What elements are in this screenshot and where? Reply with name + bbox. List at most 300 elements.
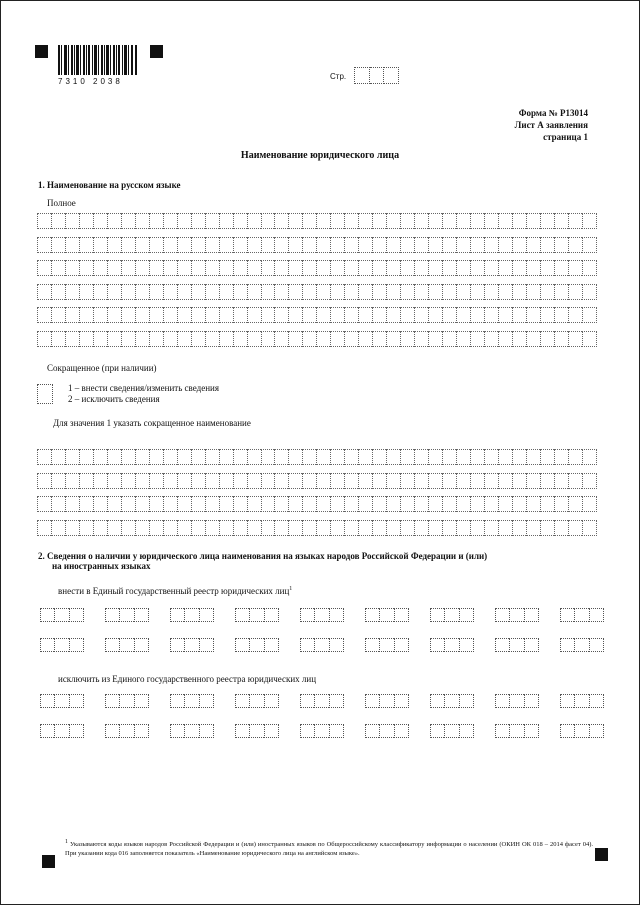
char-cell[interactable] xyxy=(163,449,177,465)
char-cell[interactable] xyxy=(330,213,344,229)
code-cell[interactable] xyxy=(329,638,344,652)
char-cell[interactable] xyxy=(498,496,512,512)
char-cell[interactable] xyxy=(274,496,288,512)
char-cell[interactable] xyxy=(498,213,512,229)
code-cell[interactable] xyxy=(589,638,604,652)
char-cell[interactable] xyxy=(219,237,233,253)
char-cell[interactable] xyxy=(93,260,107,276)
char-cell[interactable] xyxy=(470,496,484,512)
char-cell[interactable] xyxy=(79,213,93,229)
char-cell[interactable] xyxy=(191,260,205,276)
char-cell[interactable] xyxy=(526,307,540,323)
char-cell[interactable] xyxy=(456,473,470,489)
char-cell[interactable] xyxy=(149,213,163,229)
char-cell[interactable] xyxy=(233,331,247,347)
language-code-field[interactable] xyxy=(300,638,344,652)
char-cell[interactable] xyxy=(386,307,400,323)
short-name-row[interactable] xyxy=(37,470,597,489)
char-cell[interactable] xyxy=(219,260,233,276)
language-code-field[interactable] xyxy=(235,638,279,652)
code-cell[interactable] xyxy=(54,608,68,622)
char-cell[interactable] xyxy=(65,496,79,512)
code-cell[interactable] xyxy=(394,638,409,652)
char-cell[interactable] xyxy=(93,284,107,300)
code-cell[interactable] xyxy=(430,608,444,622)
char-cell[interactable] xyxy=(302,331,316,347)
char-cell[interactable] xyxy=(233,284,247,300)
char-cell[interactable] xyxy=(316,237,330,253)
char-cell[interactable] xyxy=(219,496,233,512)
char-cell[interactable] xyxy=(37,260,51,276)
char-cell[interactable] xyxy=(288,237,302,253)
language-code-field[interactable] xyxy=(105,638,149,652)
code-cell[interactable] xyxy=(379,694,393,708)
char-cell[interactable] xyxy=(330,237,344,253)
char-cell[interactable] xyxy=(400,473,414,489)
char-cell[interactable] xyxy=(261,213,275,229)
code-cell[interactable] xyxy=(379,638,393,652)
char-cell[interactable] xyxy=(135,473,149,489)
char-cell[interactable] xyxy=(358,449,372,465)
char-cell[interactable] xyxy=(233,213,247,229)
code-cell[interactable] xyxy=(235,608,249,622)
char-cell[interactable] xyxy=(316,284,330,300)
char-cell[interactable] xyxy=(51,473,65,489)
char-cell[interactable] xyxy=(107,237,121,253)
char-cell[interactable] xyxy=(442,496,456,512)
char-cell[interactable] xyxy=(51,496,65,512)
code-cell[interactable] xyxy=(524,724,539,738)
char-cell[interactable] xyxy=(386,213,400,229)
char-cell[interactable] xyxy=(554,307,568,323)
char-cell[interactable] xyxy=(470,331,484,347)
code-cell[interactable] xyxy=(249,694,263,708)
char-cell[interactable] xyxy=(37,449,51,465)
code-cell[interactable] xyxy=(235,694,249,708)
code-cell[interactable] xyxy=(495,608,509,622)
char-cell[interactable] xyxy=(526,237,540,253)
char-cell[interactable] xyxy=(498,520,512,536)
code-cell[interactable] xyxy=(40,724,54,738)
char-cell[interactable] xyxy=(247,213,261,229)
char-cell[interactable] xyxy=(470,237,484,253)
char-cell[interactable] xyxy=(121,213,135,229)
full-name-row[interactable] xyxy=(37,281,597,300)
language-code-field[interactable] xyxy=(495,638,539,652)
full-name-row[interactable] xyxy=(37,234,597,253)
char-cell[interactable] xyxy=(512,260,526,276)
char-cell[interactable] xyxy=(386,237,400,253)
char-cell[interactable] xyxy=(163,213,177,229)
char-cell[interactable] xyxy=(135,237,149,253)
char-cell[interactable] xyxy=(261,331,275,347)
char-cell[interactable] xyxy=(498,449,512,465)
code-cell[interactable] xyxy=(314,608,328,622)
char-cell[interactable] xyxy=(456,520,470,536)
char-cell[interactable] xyxy=(428,213,442,229)
char-cell[interactable] xyxy=(316,307,330,323)
char-cell[interactable] xyxy=(177,449,191,465)
char-cell[interactable] xyxy=(79,473,93,489)
char-cell[interactable] xyxy=(428,449,442,465)
code-cell[interactable] xyxy=(170,638,184,652)
char-cell[interactable] xyxy=(65,473,79,489)
char-cell[interactable] xyxy=(219,331,233,347)
char-cell[interactable] xyxy=(526,473,540,489)
char-cell[interactable] xyxy=(177,331,191,347)
char-cell[interactable] xyxy=(149,237,163,253)
char-cell[interactable] xyxy=(428,520,442,536)
code-cell[interactable] xyxy=(134,724,149,738)
code-cell[interactable] xyxy=(249,638,263,652)
char-cell[interactable] xyxy=(191,284,205,300)
char-cell[interactable] xyxy=(400,237,414,253)
char-cell[interactable] xyxy=(428,284,442,300)
char-cell[interactable] xyxy=(316,473,330,489)
code-cell[interactable] xyxy=(199,724,214,738)
char-cell[interactable] xyxy=(177,496,191,512)
char-cell[interactable] xyxy=(554,496,568,512)
char-cell[interactable] xyxy=(247,284,261,300)
char-cell[interactable] xyxy=(442,237,456,253)
code-cell[interactable] xyxy=(394,694,409,708)
char-cell[interactable] xyxy=(554,473,568,489)
code-cell[interactable] xyxy=(574,724,588,738)
char-cell[interactable] xyxy=(316,331,330,347)
char-cell[interactable] xyxy=(288,496,302,512)
char-cell[interactable] xyxy=(582,284,597,300)
char-cell[interactable] xyxy=(498,331,512,347)
char-cell[interactable] xyxy=(205,237,219,253)
char-cell[interactable] xyxy=(163,520,177,536)
char-cell[interactable] xyxy=(330,331,344,347)
char-cell[interactable] xyxy=(302,307,316,323)
char-cell[interactable] xyxy=(414,473,428,489)
char-cell[interactable] xyxy=(247,237,261,253)
char-cell[interactable] xyxy=(51,449,65,465)
char-cell[interactable] xyxy=(428,331,442,347)
char-cell[interactable] xyxy=(568,473,582,489)
char-cell[interactable] xyxy=(470,449,484,465)
char-cell[interactable] xyxy=(526,496,540,512)
char-cell[interactable] xyxy=(65,284,79,300)
char-cell[interactable] xyxy=(163,284,177,300)
code-cell[interactable] xyxy=(574,638,588,652)
char-cell[interactable] xyxy=(79,496,93,512)
char-cell[interactable] xyxy=(135,260,149,276)
char-cell[interactable] xyxy=(554,260,568,276)
char-cell[interactable] xyxy=(512,473,526,489)
char-cell[interactable] xyxy=(372,307,386,323)
char-cell[interactable] xyxy=(484,449,498,465)
char-cell[interactable] xyxy=(554,213,568,229)
char-cell[interactable] xyxy=(484,284,498,300)
char-cell[interactable] xyxy=(51,307,65,323)
char-cell[interactable] xyxy=(79,260,93,276)
code-cell[interactable] xyxy=(444,694,458,708)
char-cell[interactable] xyxy=(261,260,275,276)
language-code-field[interactable] xyxy=(40,724,84,738)
char-cell[interactable] xyxy=(512,496,526,512)
char-cell[interactable] xyxy=(288,307,302,323)
char-cell[interactable] xyxy=(582,496,597,512)
code-cell[interactable] xyxy=(314,694,328,708)
char-cell[interactable] xyxy=(163,496,177,512)
char-cell[interactable] xyxy=(302,520,316,536)
char-cell[interactable] xyxy=(288,449,302,465)
code-cell[interactable] xyxy=(184,724,198,738)
code-cell[interactable] xyxy=(430,724,444,738)
char-cell[interactable] xyxy=(554,520,568,536)
char-cell[interactable] xyxy=(498,473,512,489)
char-cell[interactable] xyxy=(261,473,275,489)
char-cell[interactable] xyxy=(358,307,372,323)
char-cell[interactable] xyxy=(456,307,470,323)
char-cell[interactable] xyxy=(582,260,597,276)
char-cell[interactable] xyxy=(540,331,554,347)
language-code-field[interactable] xyxy=(170,608,214,622)
char-cell[interactable] xyxy=(428,260,442,276)
code-cell[interactable] xyxy=(40,608,54,622)
char-cell[interactable] xyxy=(330,307,344,323)
char-cell[interactable] xyxy=(274,520,288,536)
code-cell[interactable] xyxy=(365,638,379,652)
char-cell[interactable] xyxy=(149,520,163,536)
char-cell[interactable] xyxy=(302,449,316,465)
code-cell[interactable] xyxy=(69,638,84,652)
char-cell[interactable] xyxy=(582,473,597,489)
code-cell[interactable] xyxy=(365,724,379,738)
char-cell[interactable] xyxy=(149,307,163,323)
char-cell[interactable] xyxy=(65,449,79,465)
char-cell[interactable] xyxy=(414,260,428,276)
char-cell[interactable] xyxy=(372,237,386,253)
char-cell[interactable] xyxy=(149,284,163,300)
code-cell[interactable] xyxy=(119,638,133,652)
char-cell[interactable] xyxy=(512,213,526,229)
char-cell[interactable] xyxy=(219,473,233,489)
char-cell[interactable] xyxy=(400,520,414,536)
language-code-field[interactable] xyxy=(300,724,344,738)
code-cell[interactable] xyxy=(379,724,393,738)
char-cell[interactable] xyxy=(386,331,400,347)
char-cell[interactable] xyxy=(205,213,219,229)
char-cell[interactable] xyxy=(456,237,470,253)
char-cell[interactable] xyxy=(568,496,582,512)
char-cell[interactable] xyxy=(330,260,344,276)
char-cell[interactable] xyxy=(121,260,135,276)
char-cell[interactable] xyxy=(247,307,261,323)
char-cell[interactable] xyxy=(191,520,205,536)
language-code-field[interactable] xyxy=(170,638,214,652)
char-cell[interactable] xyxy=(65,237,79,253)
code-cell[interactable] xyxy=(300,608,314,622)
char-cell[interactable] xyxy=(177,473,191,489)
char-cell[interactable] xyxy=(247,260,261,276)
char-cell[interactable] xyxy=(288,213,302,229)
char-cell[interactable] xyxy=(149,496,163,512)
code-cell[interactable] xyxy=(365,694,379,708)
code-cell[interactable] xyxy=(69,608,84,622)
code-cell[interactable] xyxy=(69,694,84,708)
char-cell[interactable] xyxy=(177,307,191,323)
char-cell[interactable] xyxy=(177,237,191,253)
char-cell[interactable] xyxy=(121,496,135,512)
char-cell[interactable] xyxy=(428,473,442,489)
char-cell[interactable] xyxy=(135,331,149,347)
char-cell[interactable] xyxy=(442,307,456,323)
char-cell[interactable] xyxy=(177,260,191,276)
code-cell[interactable] xyxy=(560,608,574,622)
char-cell[interactable] xyxy=(316,213,330,229)
code-cell[interactable] xyxy=(560,638,574,652)
char-cell[interactable] xyxy=(386,284,400,300)
char-cell[interactable] xyxy=(51,213,65,229)
code-cell[interactable] xyxy=(199,694,214,708)
char-cell[interactable] xyxy=(274,307,288,323)
char-cell[interactable] xyxy=(358,331,372,347)
char-cell[interactable] xyxy=(302,237,316,253)
code-cell[interactable] xyxy=(459,724,474,738)
char-cell[interactable] xyxy=(456,449,470,465)
char-cell[interactable] xyxy=(344,237,358,253)
char-cell[interactable] xyxy=(442,284,456,300)
code-cell[interactable] xyxy=(264,694,279,708)
char-cell[interactable] xyxy=(233,260,247,276)
char-cell[interactable] xyxy=(247,331,261,347)
char-cell[interactable] xyxy=(484,496,498,512)
char-cell[interactable] xyxy=(470,307,484,323)
char-cell[interactable] xyxy=(414,213,428,229)
char-cell[interactable] xyxy=(540,237,554,253)
char-cell[interactable] xyxy=(526,331,540,347)
char-cell[interactable] xyxy=(51,520,65,536)
char-cell[interactable] xyxy=(288,260,302,276)
language-code-field[interactable] xyxy=(40,638,84,652)
char-cell[interactable] xyxy=(568,331,582,347)
char-cell[interactable] xyxy=(65,213,79,229)
char-cell[interactable] xyxy=(233,237,247,253)
code-cell[interactable] xyxy=(560,694,574,708)
char-cell[interactable] xyxy=(163,473,177,489)
char-cell[interactable] xyxy=(302,496,316,512)
char-cell[interactable] xyxy=(205,284,219,300)
code-cell[interactable] xyxy=(119,608,133,622)
char-cell[interactable] xyxy=(93,496,107,512)
char-cell[interactable] xyxy=(568,260,582,276)
char-cell[interactable] xyxy=(107,449,121,465)
char-cell[interactable] xyxy=(344,331,358,347)
code-cell[interactable] xyxy=(459,608,474,622)
char-cell[interactable] xyxy=(135,520,149,536)
char-cell[interactable] xyxy=(372,331,386,347)
char-cell[interactable] xyxy=(121,237,135,253)
char-cell[interactable] xyxy=(526,284,540,300)
code-cell[interactable] xyxy=(495,724,509,738)
full-name-row[interactable] xyxy=(37,328,597,347)
char-cell[interactable] xyxy=(428,237,442,253)
char-cell[interactable] xyxy=(358,473,372,489)
char-cell[interactable] xyxy=(163,331,177,347)
char-cell[interactable] xyxy=(135,284,149,300)
char-cell[interactable] xyxy=(316,449,330,465)
char-cell[interactable] xyxy=(512,331,526,347)
char-cell[interactable] xyxy=(233,473,247,489)
char-cell[interactable] xyxy=(37,331,51,347)
language-code-field[interactable] xyxy=(560,724,604,738)
char-cell[interactable] xyxy=(79,237,93,253)
char-cell[interactable] xyxy=(414,284,428,300)
char-cell[interactable] xyxy=(414,331,428,347)
code-cell[interactable] xyxy=(134,694,149,708)
short-name-option-field[interactable] xyxy=(37,384,53,404)
char-cell[interactable] xyxy=(274,284,288,300)
char-cell[interactable] xyxy=(205,260,219,276)
char-cell[interactable] xyxy=(177,520,191,536)
code-cell[interactable] xyxy=(444,724,458,738)
char-cell[interactable] xyxy=(135,213,149,229)
code-cell[interactable] xyxy=(134,608,149,622)
char-cell[interactable] xyxy=(37,496,51,512)
char-cell[interactable] xyxy=(261,284,275,300)
language-code-field[interactable] xyxy=(170,724,214,738)
char-cell[interactable] xyxy=(261,237,275,253)
char-cell[interactable] xyxy=(442,449,456,465)
code-cell[interactable] xyxy=(509,724,523,738)
code-cell[interactable] xyxy=(300,638,314,652)
code-cell[interactable] xyxy=(444,638,458,652)
char-cell[interactable] xyxy=(372,284,386,300)
char-cell[interactable] xyxy=(442,331,456,347)
char-cell[interactable] xyxy=(121,520,135,536)
char-cell[interactable] xyxy=(37,520,51,536)
code-cell[interactable] xyxy=(365,608,379,622)
char-cell[interactable] xyxy=(177,284,191,300)
char-cell[interactable] xyxy=(372,213,386,229)
char-cell[interactable] xyxy=(582,331,597,347)
char-cell[interactable] xyxy=(79,284,93,300)
language-code-field[interactable] xyxy=(430,724,474,738)
code-cell[interactable] xyxy=(509,638,523,652)
char-cell[interactable] xyxy=(344,260,358,276)
code-cell[interactable] xyxy=(394,724,409,738)
char-cell[interactable] xyxy=(274,473,288,489)
char-cell[interactable] xyxy=(330,496,344,512)
char-cell[interactable] xyxy=(191,213,205,229)
char-cell[interactable] xyxy=(330,284,344,300)
char-cell[interactable] xyxy=(372,449,386,465)
code-cell[interactable] xyxy=(459,638,474,652)
char-cell[interactable] xyxy=(219,449,233,465)
char-cell[interactable] xyxy=(344,284,358,300)
char-cell[interactable] xyxy=(540,213,554,229)
char-cell[interactable] xyxy=(512,284,526,300)
char-cell[interactable] xyxy=(93,520,107,536)
char-cell[interactable] xyxy=(400,496,414,512)
char-cell[interactable] xyxy=(261,307,275,323)
char-cell[interactable] xyxy=(233,307,247,323)
char-cell[interactable] xyxy=(540,307,554,323)
char-cell[interactable] xyxy=(582,307,597,323)
char-cell[interactable] xyxy=(400,331,414,347)
char-cell[interactable] xyxy=(37,284,51,300)
code-cell[interactable] xyxy=(589,608,604,622)
char-cell[interactable] xyxy=(205,520,219,536)
code-cell[interactable] xyxy=(105,724,119,738)
language-code-field[interactable] xyxy=(430,608,474,622)
char-cell[interactable] xyxy=(247,496,261,512)
char-cell[interactable] xyxy=(107,213,121,229)
